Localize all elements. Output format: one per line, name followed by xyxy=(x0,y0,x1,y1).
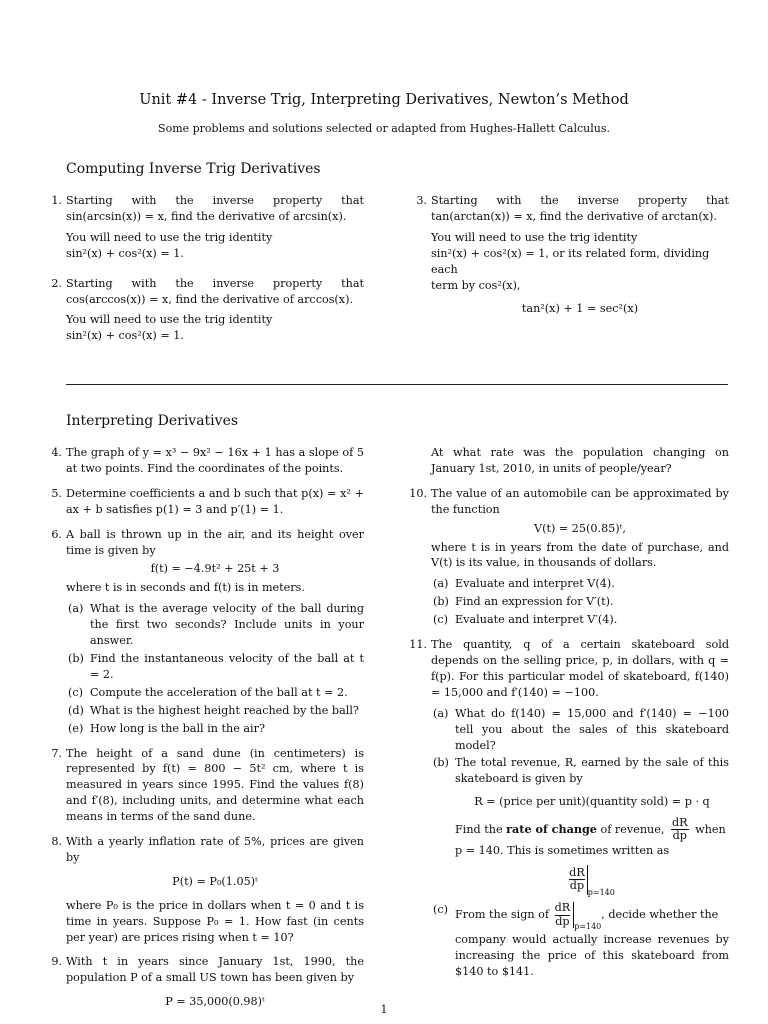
subpart-item xyxy=(66,703,364,719)
section-divider xyxy=(66,384,728,385)
subpart-list xyxy=(66,601,364,736)
problem-text: where P₀ is the price in dollars when t = 0 and t is time in years. Suppose P₀ = 1. How fast (in cents per year) are prices rising when t = 10? xyxy=(66,898,364,944)
problem-text: With a yearly inflation rate of 5%, prices are given by xyxy=(66,835,364,864)
problem-10 xyxy=(409,486,729,628)
subpart-list xyxy=(431,706,729,980)
text-fragment: Find the xyxy=(455,822,503,836)
subpart-label: (b) xyxy=(68,651,84,665)
problem-number: 3. xyxy=(416,194,427,207)
problem-text: The quantity, q of a certain skateboard sold depends on the selling price, p, in dollars, with q = f(p). For this particular model of skateboard, f(140) = 15,000 and f′(140) = −100. xyxy=(431,638,729,699)
problem-text: company would actually increase revenues by increasing the price of this skateboard from $140 to $141. xyxy=(455,933,729,979)
problem-number: 2. xyxy=(51,276,62,290)
problem-hint-line: You will need to use the trig identity xyxy=(66,313,273,327)
fraction-numerator: dR xyxy=(671,816,688,830)
subpart-label: (d) xyxy=(68,703,84,717)
problem-text-line: sin(arcsin(x)) = x, find the derivative of arcsin(x). xyxy=(66,209,347,223)
fraction-denominator: dp xyxy=(672,829,687,843)
subpart-label: (a) xyxy=(68,602,84,616)
section-heading-interpreting-derivatives: Interpreting Derivatives xyxy=(66,413,239,429)
problem-7 xyxy=(51,746,364,826)
problem-text-line: cos(arccos(x)) = x, find the derivative of arccos(x). xyxy=(66,292,354,306)
subpart-item xyxy=(66,651,364,683)
section2-left-column xyxy=(51,445,364,1019)
subpart-text: The total revenue, R, earned by the sale of this skateboard is given by xyxy=(455,756,729,786)
subpart-list xyxy=(431,576,729,628)
subpart-item xyxy=(431,594,729,610)
problem-11 xyxy=(409,637,729,980)
problem-text: The graph of y = x³ − 9x² − 16x + 1 has a slope of 5 at two points. Find the coordinates of the points. xyxy=(66,446,364,475)
subpart-text: What do f(140) = 15,000 and f′(140) = −100 tell you about the sales of this skateboard model? xyxy=(455,706,729,752)
subpart-item xyxy=(431,612,729,628)
subpart-item xyxy=(66,685,364,701)
rate-of-change-line xyxy=(455,817,729,843)
page-subtitle: Some problems and solutions selected or adapted from Hughes-Hallett Calculus. xyxy=(158,122,610,135)
fraction-denominator: dp xyxy=(555,914,570,928)
problem-text-line: tan(arctan(x)) = x, find the derivative of arctan(x). xyxy=(431,209,717,223)
subpart-text: Evaluate and interpret V(4). xyxy=(455,577,615,591)
subpart-item xyxy=(431,755,729,898)
fraction-dr-dp xyxy=(569,867,585,893)
subpart-label: (b) xyxy=(433,756,449,770)
problem-6 xyxy=(51,527,364,737)
page-title: Unit #4 - Inverse Trig, Interpreting Derivatives, Newton’s Method xyxy=(139,92,629,108)
subpart-item xyxy=(431,902,729,980)
fraction-dr-dp xyxy=(671,817,689,843)
subpart-label: (c) xyxy=(433,903,448,917)
problem-number: 6. xyxy=(51,527,62,541)
problem-text: The value of an automobile can be approximated by the function xyxy=(431,486,729,516)
subpart-item xyxy=(431,706,729,754)
text-fragment: when xyxy=(695,822,726,836)
equation: tan²(x) + 1 = sec²(x) xyxy=(521,302,639,316)
problem-hint-line: term by cos²(x), xyxy=(431,278,521,292)
subpart-text: How long is the ball in the air? xyxy=(90,721,265,735)
subpart-text: Compute the acceleration of the ball at t = 2. xyxy=(90,685,348,699)
subpart-text: What is the highest height reached by the ball? xyxy=(90,703,359,717)
problem-number: 5. xyxy=(51,486,62,500)
section1-right-column xyxy=(416,193,729,326)
evaluation-subscript: p=140 xyxy=(587,887,615,897)
problem-9-continued xyxy=(431,445,729,477)
problem-3 xyxy=(416,193,729,317)
fraction-dr-dp xyxy=(555,902,571,928)
equation: R = (price per unit)(quantity sold) = p · q xyxy=(474,795,710,809)
subpart-item xyxy=(66,601,364,649)
problem-text: where t is in seconds and f(t) is in meters. xyxy=(66,581,305,595)
evaluation-subscript: p=140 xyxy=(574,922,602,932)
equation: P = 35,000(0.98)ᵗ xyxy=(165,995,265,1009)
subpart-item xyxy=(66,721,364,737)
problem-text: At what rate was the population changing on January 1st, 2010, in units of people/year? xyxy=(431,446,729,475)
problem-8 xyxy=(51,834,364,945)
problem-number: 10. xyxy=(409,486,427,500)
problem-hint-line: You will need to use the trig identity xyxy=(431,230,638,244)
problem-number: 7. xyxy=(51,746,62,760)
evaluated-derivative xyxy=(455,865,729,898)
problem-text-line: Starting with the inverse property that xyxy=(66,276,364,290)
problem-text: p = 140. This is sometimes written as xyxy=(455,843,670,857)
subpart-text: Evaluate and interpret V′(4). xyxy=(455,613,618,627)
problem-text: where t is in years from the date of purchase, and V(t) is its value, in thousands of dollars. xyxy=(431,540,729,570)
section-heading-inverse-trig: Computing Inverse Trig Derivatives xyxy=(66,161,321,177)
subpart-label: (b) xyxy=(433,595,449,609)
problem-5 xyxy=(51,486,364,518)
text-fragment: , decide whether the xyxy=(601,908,719,922)
subpart-label: (e) xyxy=(68,721,84,735)
problem-hint-line: sin²(x) + cos²(x) = 1. xyxy=(66,329,184,343)
subpart-label: (a) xyxy=(433,706,449,720)
problem-number: 8. xyxy=(51,835,62,849)
subpart-label: (a) xyxy=(433,577,449,591)
problem-number: 4. xyxy=(51,446,62,459)
problem-hint-line: sin²(x) + cos²(x) = 1. xyxy=(66,246,184,260)
problem-text: With t in years since January 1st, 1990, the population P of a small US town has been given by xyxy=(66,955,364,985)
subpart-text: What is the average velocity of the ball during the first two seconds? Include units in your answer. xyxy=(90,602,364,648)
problem-text: A ball is thrown up in the air, and its height over time is given by xyxy=(66,527,364,557)
text-fragment: From the sign of xyxy=(455,908,550,922)
subpart-text: Find the instantaneous velocity of the ball at t = 2. xyxy=(90,651,364,681)
subpart-text: Find an expression for V′(t). xyxy=(455,595,614,609)
problem-text: Determine coefficients a and b such that p(x) = x² + ax + b satisfies p(1) = 3 and p′(1) = 1. xyxy=(66,486,364,516)
problem-4 xyxy=(51,445,364,477)
problem-number: 9. xyxy=(51,955,62,969)
problem-hint-line: sin²(x) + cos²(x) = 1, or its related form, dividing each xyxy=(431,246,710,276)
subpart-item xyxy=(431,576,729,592)
equation: f(t) = −4.9t² + 25t + 3 xyxy=(150,562,280,576)
problem-text: The height of a sand dune (in centimeters) is represented by f(t) = 800 − 5t² cm, where t is measured in years since 1995. Find the values f(8) and f′(8), including units, and determine what each means in terms of the sand dune. xyxy=(66,746,364,824)
fraction-denominator: dp xyxy=(569,879,585,893)
text-fragment: of revenue, xyxy=(600,822,665,836)
problem-hint-line: You will need to use the trig identity xyxy=(66,230,273,244)
problem-text-line: Starting with the inverse property that xyxy=(431,194,729,207)
page-number: 1 xyxy=(380,1003,388,1017)
subpart-label: (c) xyxy=(68,685,83,699)
subpart-label: (c) xyxy=(433,613,448,627)
fraction-numerator: dR xyxy=(554,901,571,915)
bold-term: rate of change xyxy=(506,821,597,836)
section2-right-column xyxy=(409,445,729,989)
problem-2 xyxy=(51,276,364,345)
section1-left-column xyxy=(51,193,364,353)
problem-number: 1. xyxy=(51,194,62,207)
problem-1 xyxy=(51,193,364,262)
problem-text-line: Starting with the inverse property that xyxy=(66,194,364,207)
fraction-numerator: dR xyxy=(569,865,585,879)
problem-number: 11. xyxy=(409,638,427,652)
equation: P(t) = P₀(1.05)ᵗ xyxy=(172,874,258,888)
equation: V(t) = 25(0.85)ᵗ, xyxy=(534,521,626,535)
